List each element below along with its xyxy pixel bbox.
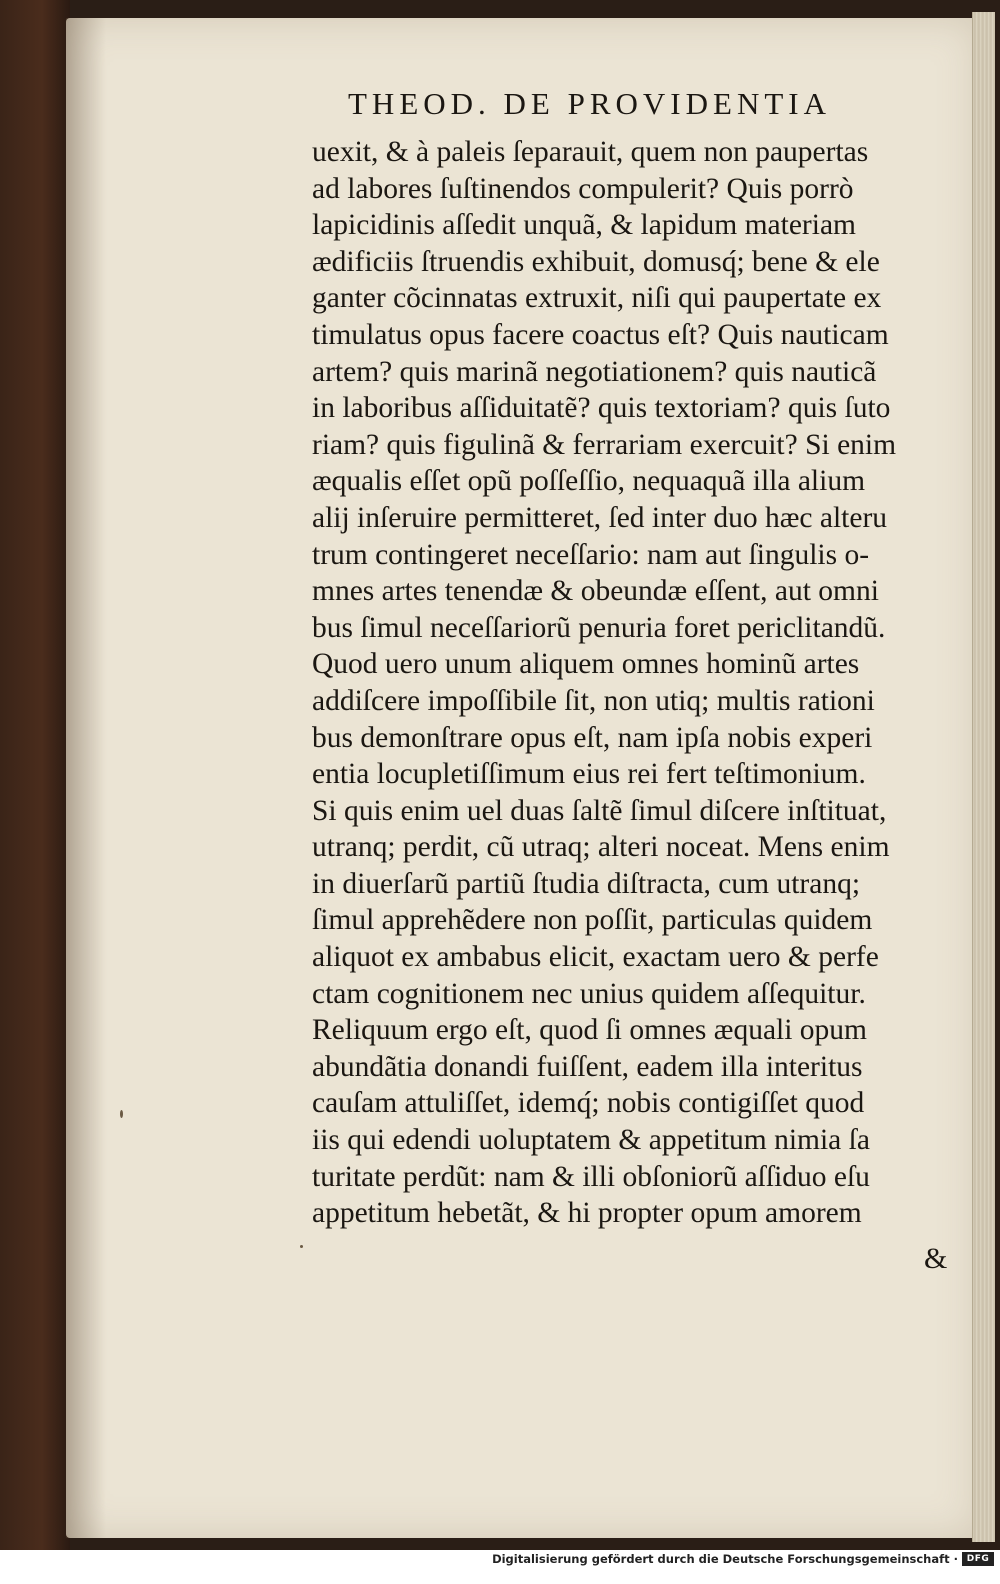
text-line: appetitum hebetãt, & hi propter opum amorem xyxy=(312,1197,862,1230)
text-line: abundãtia donandi fuiſſent, eadem illa interitus xyxy=(312,1050,863,1083)
text-line: ſimul apprehẽdere non poſſit, particulas quidem xyxy=(312,904,873,937)
text-line: turitate perdũt: nam & illi obſoniorũ aſſiduo eſu xyxy=(312,1160,870,1193)
text-line: aliquot ex ambabus elicit, exactam uero & perfe xyxy=(312,941,879,974)
text-line: Reliquum ergo eſt, quod ſi omnes æquali opum xyxy=(312,1014,867,1047)
funding-credit: Digitalisierung gefördert durch die Deutsche Forschungsgemeinschaft · xyxy=(492,1552,958,1566)
text-line: Quod uero unum aliquem omnes hominũ artes xyxy=(312,648,860,681)
paper-speck xyxy=(300,1245,303,1248)
text-line: alij inſeruire permitteret, ſed inter duo hæc alteru xyxy=(312,501,888,534)
text-line: Si quis enim uel duas ſaltẽ ſimul diſcere inſtituat, xyxy=(312,794,887,827)
text-line: bus demonſtrare opus eſt, nam ipſa nobis experi xyxy=(312,721,873,754)
text-line: cauſam attuliſſet, idemq́; nobis contigiſſet quod xyxy=(312,1087,865,1120)
text-line: ædificiis ſtruendis exhibuit, domusq́; bene & ele xyxy=(312,245,880,278)
text-line: in diuerſarũ partiũ ſtudia diſtracta, cum utranq; xyxy=(312,867,861,900)
catchword: & xyxy=(924,1242,948,1275)
text-line: lapicidinis aſſedit unquã, & lapidum materiam xyxy=(312,209,856,242)
text-line: entia locupletiſſimum eius rei fert teſtimonium. xyxy=(312,758,866,791)
text-line: timulatus opus facere coactus eſt? Quis nauticam xyxy=(312,318,889,351)
body-text xyxy=(312,134,962,1232)
text-line: ctam cognitionem nec unius quidem aſſequitur. xyxy=(312,977,866,1010)
text-line: uexit, & à paleis ſeparauit, quem non paupertas xyxy=(312,136,869,168)
text-line: ad labores ſuſtinendos compulerit? Quis porrò xyxy=(312,172,854,205)
text-line: addiſcere impoſſibile ſit, non utiq; multis rationi xyxy=(312,684,875,717)
text-line: in laboribus aſſiduitatẽ? quis textoriam? quis ſuto xyxy=(312,392,891,425)
text-line: riam? quis figulinã & ferrariam exercuit? Si enim xyxy=(312,428,897,461)
gutter-shadow xyxy=(66,18,106,1538)
text-line: utranq; perdit, cũ utraq; alteri noceat. Mens enim xyxy=(312,831,890,864)
text-line: æqualis eſſet opũ poſſeſſio, nequaquã illa alium xyxy=(312,465,866,498)
paper-speck xyxy=(120,1110,123,1118)
text-line: trum contingeret neceſſario: nam aut ſingulis o- xyxy=(312,538,870,571)
text-line: bus ſimul neceſſariorũ penuria foret periclitandũ. xyxy=(312,611,886,644)
running-head: THEOD. DE PROVIDENTIA xyxy=(348,86,831,121)
text-line: ganter cõcinnatas extruxit, niſi qui paupertate ex xyxy=(312,282,882,315)
text-line: iis qui edendi uoluptatem & appetitum nimia ſa xyxy=(312,1124,870,1157)
dfg-logo: DFG xyxy=(962,1552,994,1566)
text-line: mnes artes tenendæ & obeundæ eſſent, aut omni xyxy=(312,575,879,608)
binding-board xyxy=(0,0,70,1550)
page-fore-edge xyxy=(972,12,995,1542)
text-line: artem? quis marinã negotiationem? quis nauticã xyxy=(312,355,877,388)
